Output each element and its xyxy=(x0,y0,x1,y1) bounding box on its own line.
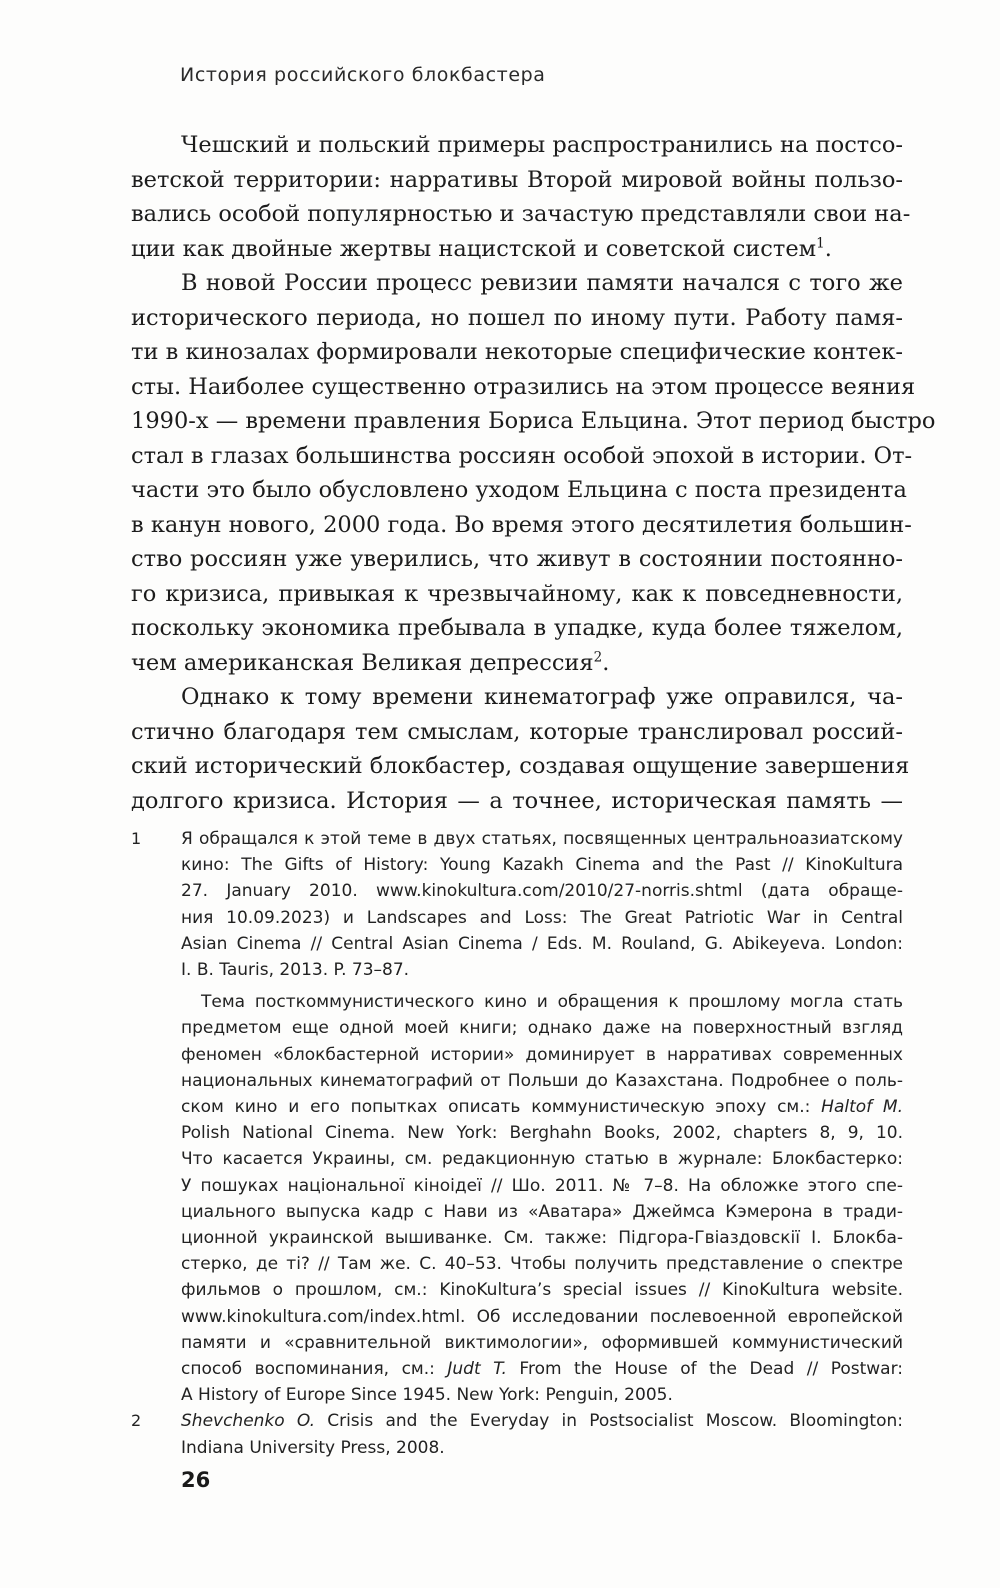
footnote-1 xyxy=(131,826,903,1408)
footnote-2 xyxy=(131,1408,903,1460)
footnote-body xyxy=(181,1408,903,1460)
text-line: в канун нового, 2000 года. Во время этого десятилетия большин- xyxy=(131,511,912,538)
text-fragment: чем американская Великая депрессия xyxy=(131,649,594,676)
text-line: ский исторический блокбастер, создавая ощущение завершения xyxy=(131,753,910,779)
text-line xyxy=(131,232,903,267)
text-line: сты. Наиболее существенно отразились на этом процессе веяния xyxy=(131,373,916,400)
footnote-body xyxy=(181,826,903,1408)
text-line: долгого кризиса. История — а точнее, историческая память — xyxy=(131,787,903,814)
text-fragment: Crisis and the Everyday in Postsocialist Moscow. Bloomington: xyxy=(315,1411,903,1432)
footnote-number: 1 xyxy=(131,829,142,848)
text-line: стал в глазах большинства россиян особой эпохой в истории. От- xyxy=(131,442,913,469)
page-number: 26 xyxy=(181,1468,211,1492)
author-name: Haltof M. xyxy=(821,1097,903,1118)
text-line: ство россиян уже уверились, что живут в состоянии постоянно- xyxy=(131,546,903,572)
paragraph-3 xyxy=(131,680,910,818)
text-line: го кризиса, привыкая к чрезвычайному, как к повседневности, xyxy=(131,580,903,607)
footnote-line xyxy=(181,1408,903,1434)
text-line: Чешский и польский примеры распространились на постсо- xyxy=(181,132,903,158)
footnote-line: национальных кинематографий от Польши до Казахстана. Подробнее о поль- xyxy=(181,1070,903,1091)
text-fragment: From the House of the Dead // Postwar: xyxy=(506,1359,904,1380)
footnote-ref-2[interactable]: 2 xyxy=(593,649,603,665)
text-line: части это было обусловлено уходом Ельцина с поста президента xyxy=(131,477,907,503)
text-line: В новой России процесс ревизии памяти начался с того же xyxy=(181,270,903,296)
text-line: поскольку экономика пребывала в упадке, куда более тяжелом, xyxy=(131,615,903,641)
text-fragment: . xyxy=(602,649,610,676)
footnote-line: Я обращался к этой теме в двух статьях, посвященных центральноазиатскому xyxy=(181,829,903,849)
text-line: вались особой популярностью и зачастую представляли свои на- xyxy=(131,201,911,227)
footnote-line: У пошуках національної кіноідеї // Шо. 2011. № 7–8. На обложке этого спе- xyxy=(181,1175,903,1196)
footnote-line: I. B. Tauris, 2013. P. 73–87. xyxy=(181,960,410,981)
footnote-line: Asian Cinema // Central Asian Cinema / Eds. M. Rouland, G. Abikeyeva. London: xyxy=(181,933,903,954)
text-fragment: ции как двойные жертвы нацистской и советской систем xyxy=(131,235,817,262)
footnote-line xyxy=(181,1356,903,1382)
text-line: Однако к тому времени кинематограф уже оправился, ча- xyxy=(181,684,903,710)
text-line: 1990-х — времени правления Бориса Ельцина. Этот период быстро xyxy=(131,408,936,434)
footnote-line: Polish National Cinema. New York: Berghahn Books, 2002, chapters 8, 9, 10. xyxy=(181,1123,903,1144)
footnote-line: Что касается Украины, см. редакционную статью в журнале: Блокбастерко: xyxy=(181,1149,903,1170)
footnote-line: www.kinokultura.com/index.html. Об исследовании послевоенной европейской xyxy=(181,1306,903,1327)
footnote-line: памяти и «сравнительной виктимологии», оформившей коммунистический xyxy=(181,1332,903,1353)
footnote-line: предметом еще одной моей книги; однако даже на поверхностный взгляд xyxy=(181,1018,903,1039)
footnote-line: 27. January 2010. www.kinokultura.com/2010/27-norris.shtml (дата обраще- xyxy=(181,881,903,902)
running-head: История российского блокбастера xyxy=(180,64,546,86)
text-line: ветской территории: нарративы Второй мировой войны пользо- xyxy=(131,166,903,193)
footnote-line: кино: The Gifts of History: Young Kazakh Cinema and the Past // KinoKultura xyxy=(181,855,903,876)
author-name: Judt T. xyxy=(447,1359,507,1380)
footnote-line xyxy=(181,1094,903,1120)
footnote-line: Indiana University Press, 2008. xyxy=(181,1437,445,1458)
footnote-ref-1[interactable]: 1 xyxy=(816,235,825,251)
footnote-line: стерко, де ті? // Там же. С. 40–53. Чтобы получить представление о спектре xyxy=(181,1254,903,1275)
text-line: ти в кинозалах формировали некоторые специфические контек- xyxy=(131,339,903,365)
footnote-line: феномен «блокбастерной истории» доминирует в нарративах современных xyxy=(181,1044,903,1065)
footnote-line: ционной украинской вышиванке. См. также: Підгора-Гвіаздовскії І. Блокба- xyxy=(181,1228,903,1249)
text-line: стично благодаря тем смыслам, которые транслировал россий- xyxy=(131,718,903,745)
footnotes xyxy=(131,826,903,1461)
footnote-line: фильмов о прошлом, см.: KinoKultura’s special issues // KinoKultura website. xyxy=(181,1280,903,1301)
text-line xyxy=(131,646,903,681)
text-fragment: ском кино и его попытках описать коммунистическую эпоху см.: xyxy=(181,1097,822,1118)
footnote-line: циального выпуска кадр с Нави из «Аватара» Джеймса Кэмерона в тради- xyxy=(181,1201,903,1222)
footnote-line: Тема посткоммунистического кино и обращения к прошлому могла стать xyxy=(201,992,903,1013)
footnote-line: A History of Europe Since 1945. New York: Penguin, 2005. xyxy=(181,1385,673,1406)
footnote-number: 2 xyxy=(131,1411,142,1431)
paragraph-1 xyxy=(131,128,911,266)
text-fragment: . xyxy=(824,235,832,262)
text-fragment: способ воспоминания, см.: xyxy=(181,1359,448,1380)
paragraph-2 xyxy=(131,266,936,680)
author-name: Shevchenko O. xyxy=(181,1411,315,1432)
main-text xyxy=(131,128,936,818)
text-line: исторического периода, но пошел по иному пути. Работу памя- xyxy=(131,304,903,331)
footnote-line: ния 10.09.2023) и Landscapes and Loss: The Great Patriotic War in Central xyxy=(181,907,903,928)
